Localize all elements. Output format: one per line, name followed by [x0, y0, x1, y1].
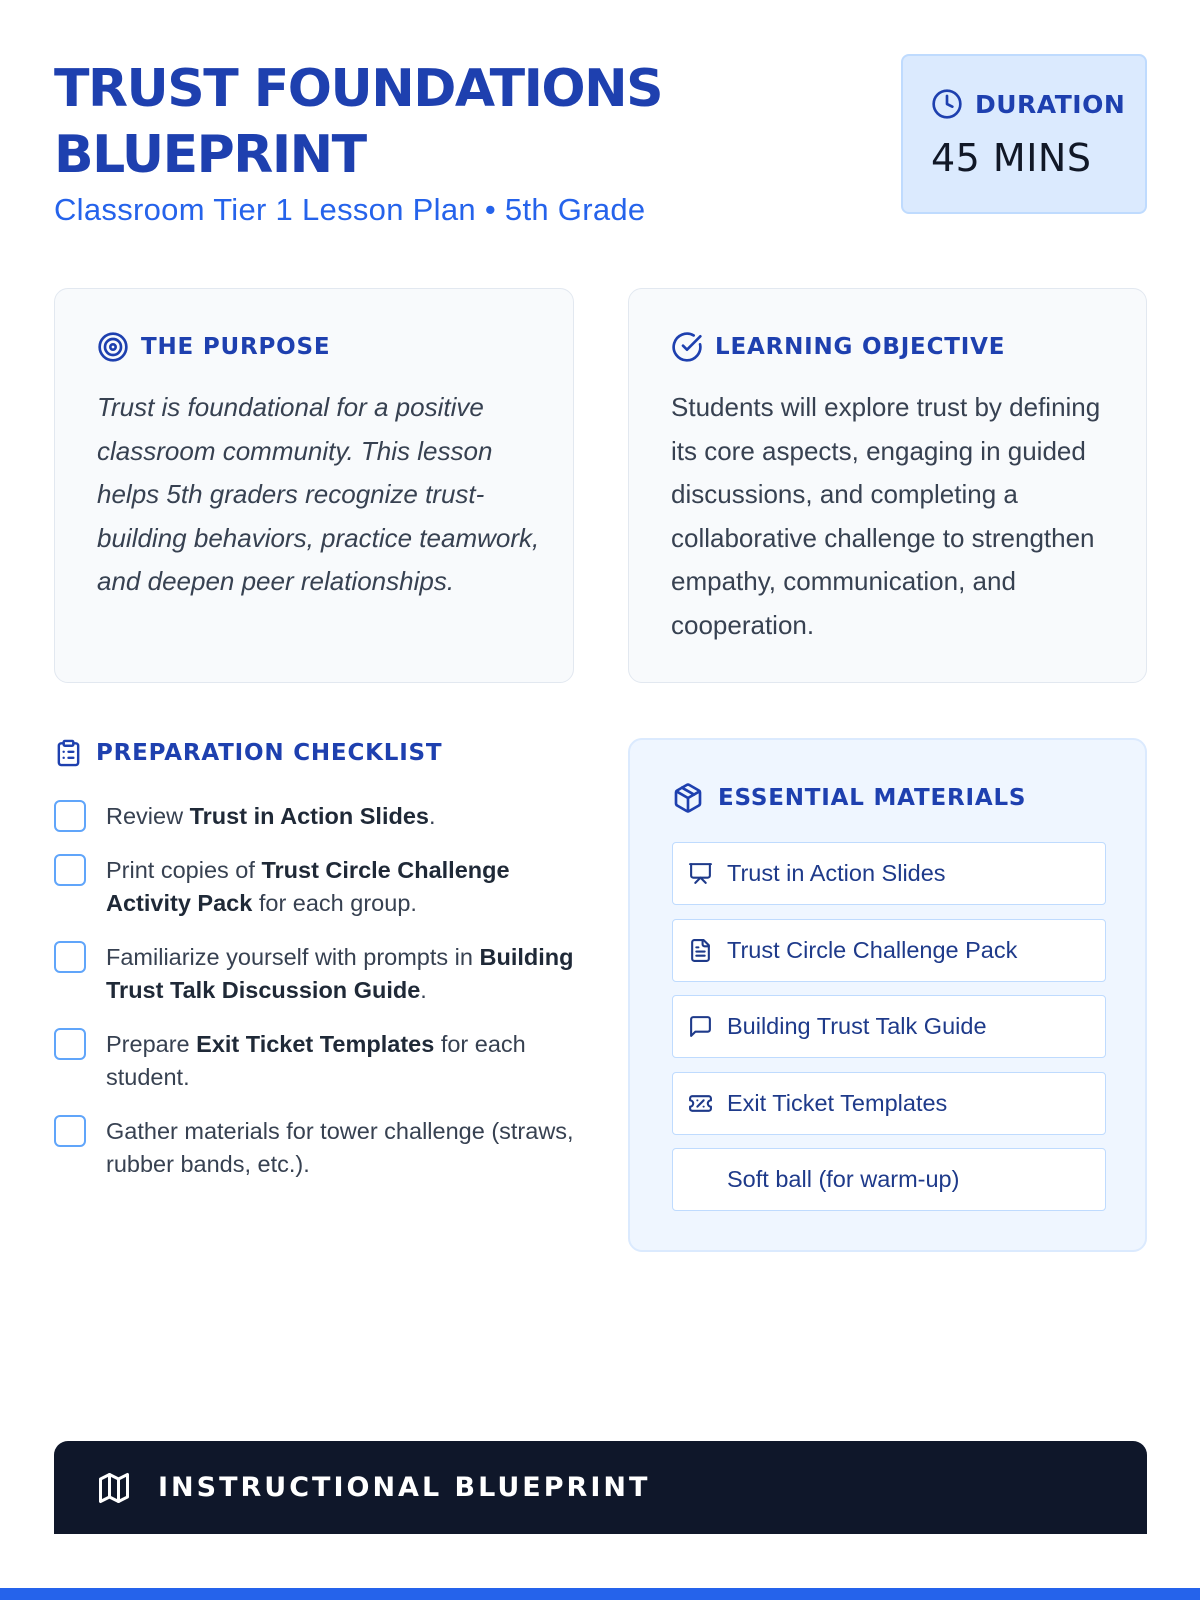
preparation-checklist	[54, 800, 574, 1202]
page-subtitle: Classroom Tier 1 Lesson Plan • 5th Grade	[54, 192, 646, 227]
material-item[interactable]	[672, 1148, 1106, 1211]
objective-text: Students will explore trust by defining its core aspects, engaging in guided discussions, and completing a collaborative challenge to strengthen empathy, communication, and cooperation.	[671, 392, 1101, 640]
package-icon	[672, 782, 704, 814]
checklist-item	[54, 1028, 574, 1095]
checkbox[interactable]	[54, 800, 86, 832]
checkbox[interactable]	[54, 1115, 86, 1147]
objective-card	[628, 288, 1147, 683]
ticket-icon	[687, 1090, 713, 1116]
material-label: Soft ball (for warm-up)	[727, 1166, 960, 1192]
checklist-item-text: Familiarize yourself with prompts in Building Trust Talk Discussion Guide.	[106, 943, 574, 1003]
checklist-item-text: Gather materials for tower challenge (straws, rubber bands, etc.).	[106, 1117, 574, 1177]
checkbox[interactable]	[54, 941, 86, 973]
duration-value: 45 MINS	[931, 136, 1092, 180]
material-label: Trust Circle Challenge Pack	[727, 936, 1018, 963]
document-icon	[687, 937, 713, 963]
material-item[interactable]	[672, 1072, 1106, 1135]
bottom-accent-bar	[0, 1588, 1200, 1600]
checklist-item-text: Prepare Exit Ticket Templates for each student.	[106, 1030, 526, 1090]
checklist-item	[54, 800, 574, 834]
checkbox[interactable]	[54, 854, 86, 886]
checklist-item	[54, 854, 574, 921]
clipboard-icon	[54, 737, 83, 769]
material-item[interactable]	[672, 995, 1106, 1058]
duration-label: DURATION	[975, 89, 1126, 119]
materials-panel	[628, 738, 1147, 1252]
checklist-item	[54, 1115, 574, 1182]
checklist-header	[54, 737, 442, 769]
checklist-item-text: Review Trust in Action Slides.	[106, 803, 436, 829]
materials-list	[672, 842, 1106, 1225]
check-circle-icon	[671, 331, 703, 363]
page-title: TRUST FOUNDATIONS BLUEPRINT	[54, 59, 663, 185]
material-label: Trust in Action Slides	[727, 860, 946, 886]
chat-icon	[687, 1014, 713, 1040]
materials-label: ESSENTIAL MATERIALS	[718, 785, 1027, 811]
target-icon	[97, 331, 129, 363]
checklist-label: PREPARATION CHECKLIST	[96, 740, 443, 766]
purpose-text: Trust is foundational for a positive classroom community. This lesson helps 5th graders recognize trust-building behaviors, practice teamwork, and deepen peer relationships.	[97, 392, 540, 596]
material-item[interactable]	[672, 842, 1106, 905]
blueprint-header	[54, 1441, 1147, 1534]
objective-label: LEARNING OBJECTIVE	[715, 334, 1006, 360]
material-label: Exit Ticket Templates	[727, 1089, 948, 1116]
material-label: Building Trust Talk Guide	[727, 1013, 987, 1039]
blank-icon	[687, 1167, 713, 1193]
duration-badge	[901, 54, 1147, 214]
purpose-card	[54, 288, 574, 683]
purpose-label: THE PURPOSE	[141, 334, 331, 360]
clock-icon	[931, 88, 963, 120]
checkbox[interactable]	[54, 1028, 86, 1060]
material-item[interactable]	[672, 919, 1106, 982]
map-icon	[96, 1470, 132, 1506]
presentation-icon	[687, 861, 713, 887]
blueprint-label: INSTRUCTIONAL BLUEPRINT	[158, 1472, 651, 1503]
checklist-item	[54, 941, 574, 1008]
checklist-item-text: Print copies of Trust Circle Challenge Activity Pack for each group.	[106, 856, 510, 916]
